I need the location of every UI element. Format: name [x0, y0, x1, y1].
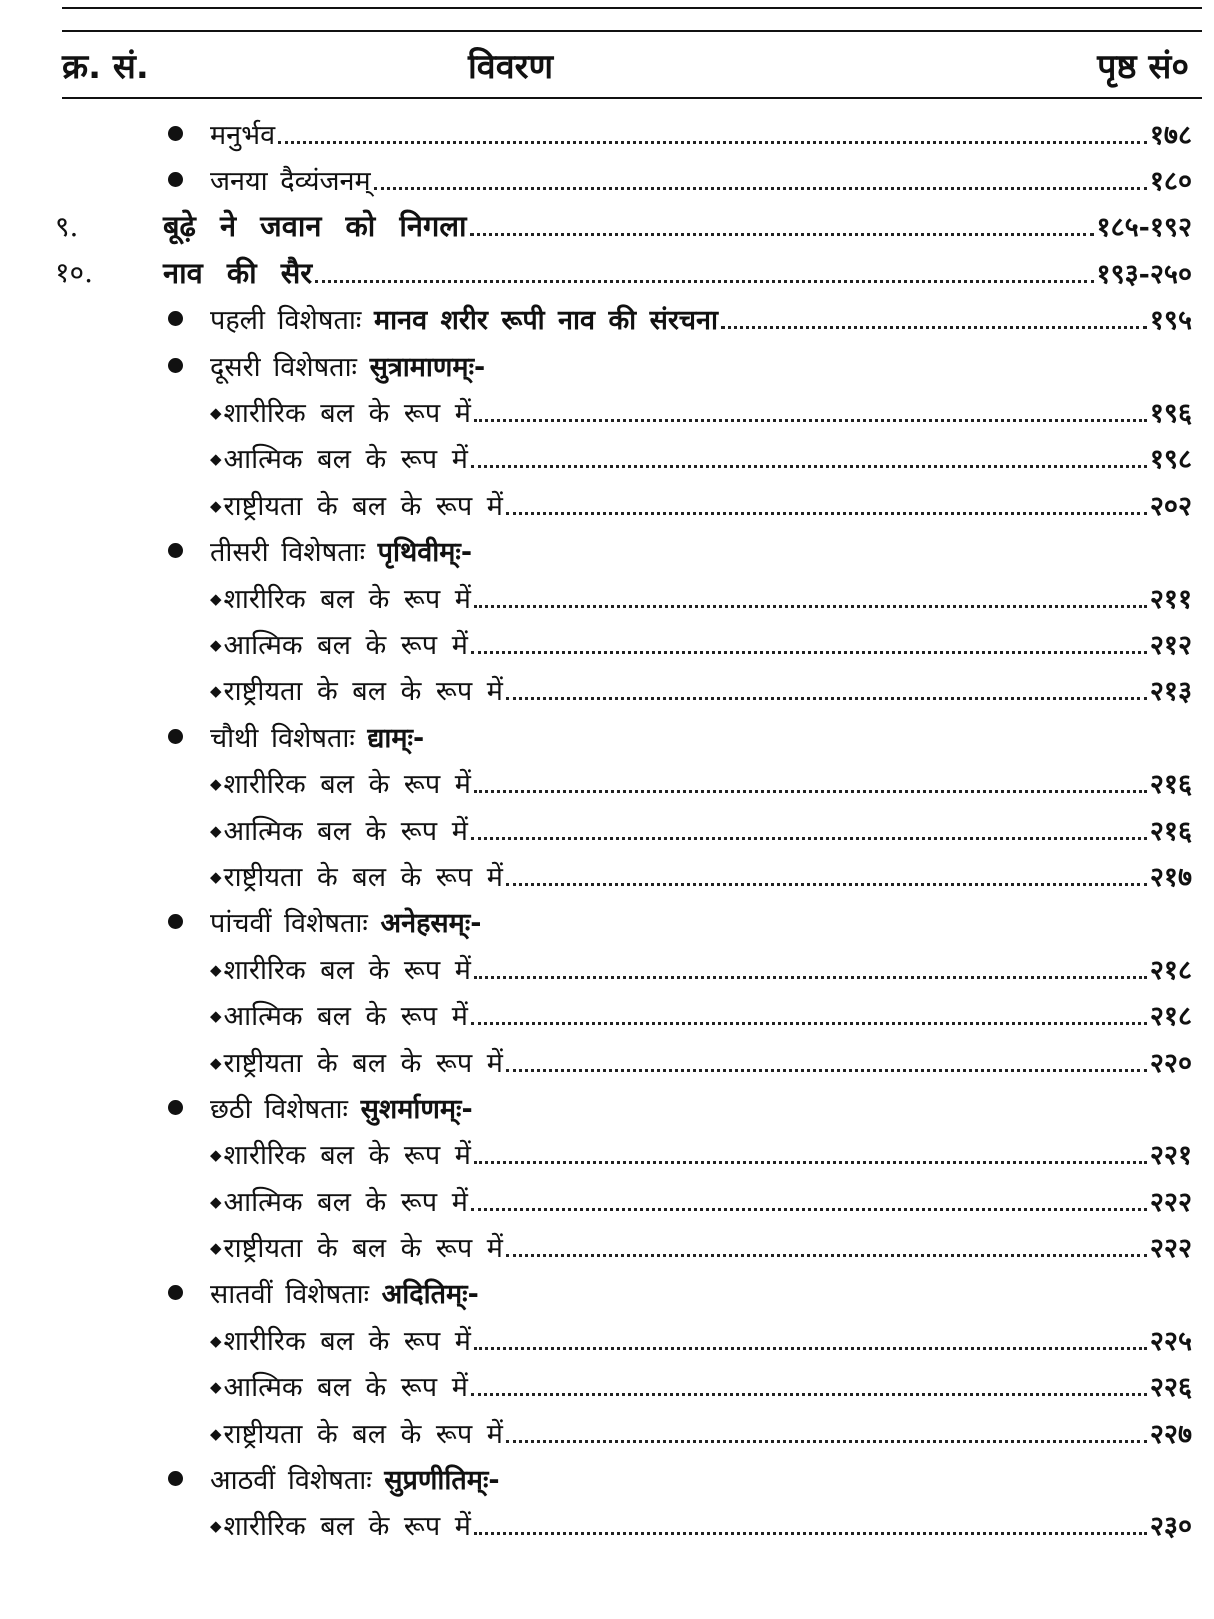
diamond-bullet-icon: ◆ — [210, 1239, 222, 1258]
dot-leader — [506, 883, 1147, 886]
bullet-icon — [168, 172, 183, 187]
bullet-icon — [168, 311, 183, 326]
entry-line — [210, 1321, 1192, 1358]
entry-title — [210, 486, 503, 523]
entry-bold-text: द्याम्ः- — [367, 722, 425, 754]
entry-line — [210, 1414, 1192, 1451]
toc-row — [0, 852, 1214, 898]
dot-leader — [471, 465, 1147, 468]
entry-text: आत्मिक बल के रूप में — [223, 815, 468, 847]
toc-row — [0, 574, 1214, 620]
diamond-bullet-icon: ◆ — [210, 821, 222, 840]
page-number: २२२ — [1149, 1233, 1192, 1265]
toc-row — [0, 435, 1214, 481]
bullet-icon — [168, 126, 183, 141]
entry-text: आत्मिक बल के रूप में — [223, 444, 468, 476]
diamond-bullet-icon: ◆ — [210, 1517, 222, 1536]
toc-row — [0, 1270, 1214, 1316]
diamond-bullet-icon: ◆ — [210, 867, 222, 886]
page-number: २२५ — [1149, 1325, 1192, 1357]
entry-line — [210, 857, 1192, 894]
diamond-bullet-icon: ◆ — [210, 1053, 222, 1072]
toc-row — [0, 1177, 1214, 1223]
header-bottom-rule — [62, 97, 1202, 99]
entry-line — [210, 996, 1192, 1033]
entry-title — [210, 811, 468, 848]
entry-title — [210, 115, 275, 152]
dot-leader — [471, 1208, 1147, 1211]
entry-text: सातवीं विशेषताः — [210, 1279, 370, 1311]
page-number-header: पृष्ठ सं० — [1097, 47, 1189, 87]
entry-line — [210, 950, 1192, 987]
page-number: २३० — [1149, 1511, 1192, 1543]
dot-leader — [506, 1069, 1147, 1072]
page-number: १९३-२५० — [1096, 258, 1192, 290]
diamond-bullet-icon: ◆ — [210, 1007, 222, 1026]
entry-title — [210, 1321, 471, 1358]
entry-text: शारीरिक बल के रूप में — [223, 583, 471, 615]
entry-line — [210, 1043, 1192, 1080]
entry-line — [210, 903, 1192, 940]
dot-leader — [474, 1532, 1147, 1535]
toc-row — [0, 1455, 1214, 1501]
header-top-rule — [62, 30, 1202, 32]
entry-text: शारीरिक बल के रूप में — [223, 1140, 471, 1172]
diamond-bullet-icon: ◆ — [210, 960, 222, 979]
dot-leader — [474, 419, 1147, 422]
page-number: २२२ — [1149, 1186, 1192, 1218]
entry-line — [210, 811, 1192, 848]
entry-bold-text: अदितिम्ः- — [381, 1279, 479, 1311]
bullet-icon — [168, 729, 183, 744]
entry-bold-text: सुप्रणीतिम्ः- — [384, 1465, 500, 1497]
toc-row — [0, 806, 1214, 852]
entry-text: शारीरिक बल के रूप में — [223, 1325, 471, 1357]
dot-leader — [474, 790, 1147, 793]
toc-row — [0, 1316, 1214, 1362]
entry-bold-text: पृथिवीम्ः- — [377, 537, 473, 569]
toc-row — [0, 759, 1214, 805]
entry-line — [210, 718, 1192, 755]
bullet-icon — [168, 358, 183, 373]
toc-row — [0, 203, 1214, 249]
page-number: २१७ — [1149, 861, 1192, 893]
entry-title — [163, 253, 312, 292]
description-header: विवरण — [468, 47, 554, 87]
entry-line — [210, 393, 1192, 430]
entry-title — [210, 1089, 473, 1126]
entry-text: आत्मिक बल के रूप में — [223, 1186, 468, 1218]
entry-bold-text: सुशर्माणम्ः- — [360, 1093, 473, 1125]
dot-leader — [474, 976, 1147, 979]
toc-row — [0, 1084, 1214, 1130]
entry-text: शारीरिक बल के रूप में — [223, 954, 471, 986]
entry-line — [210, 161, 1192, 198]
entry-title — [210, 625, 468, 662]
entry-bold-text: सुत्रामाणम्ः- — [369, 351, 486, 383]
diamond-bullet-icon: ◆ — [210, 1424, 222, 1443]
entry-title — [210, 1414, 503, 1451]
entry-text: राष्ट्रीयता के बल के रूप में — [223, 1233, 503, 1265]
toc-row — [0, 899, 1214, 945]
entry-title — [210, 1135, 471, 1172]
entry-text: राष्ट्रीयता के बल के रूप में — [223, 861, 503, 893]
entry-line — [210, 671, 1192, 708]
serial-number-header: क्र. सं. — [62, 47, 149, 87]
entry-text: आठवीं विशेषताः — [210, 1465, 372, 1497]
entry-title — [210, 393, 471, 430]
page-number: १८५-१९२ — [1096, 212, 1192, 244]
chapter-number: १०. — [55, 256, 94, 290]
diamond-bullet-icon: ◆ — [210, 450, 222, 469]
entry-line — [210, 1274, 1192, 1311]
entry-text: मनुर्भव — [210, 119, 276, 151]
entry-text: चौथी विशेषताः — [210, 722, 355, 754]
entry-text: शारीरिक बल के रूप में — [223, 398, 471, 430]
entry-title — [210, 1274, 479, 1311]
entry-line — [210, 1089, 1192, 1126]
toc-row — [0, 1131, 1214, 1177]
dot-leader — [474, 1347, 1147, 1350]
toc-row — [0, 249, 1214, 295]
page-number: २२१ — [1149, 1140, 1192, 1172]
dot-leader — [471, 1393, 1147, 1396]
entry-title — [210, 161, 371, 198]
toc-row — [0, 481, 1214, 527]
entry-line — [210, 764, 1192, 801]
entry-title — [163, 206, 467, 245]
entry-title — [210, 671, 503, 708]
diamond-bullet-icon: ◆ — [210, 1378, 222, 1397]
toc-row — [0, 620, 1214, 666]
entry-text: तीसरी विशेषताः — [210, 537, 366, 569]
toc-row — [0, 388, 1214, 434]
bullet-icon — [168, 1100, 183, 1115]
bullet-icon — [168, 914, 183, 929]
dot-leader — [506, 1254, 1147, 1257]
toc-row — [0, 667, 1214, 713]
entry-title — [210, 718, 424, 755]
dot-leader — [315, 280, 1093, 283]
chapter-number: ९. — [55, 209, 79, 243]
page-number: २१२ — [1149, 629, 1192, 661]
entry-line — [210, 532, 1192, 569]
page-number: १७८ — [1149, 119, 1192, 151]
entry-bold-text: अनेहसम्ः- — [380, 908, 482, 940]
entry-line — [210, 115, 1192, 152]
page-number: २१६ — [1149, 769, 1192, 801]
entry-title — [210, 1506, 471, 1543]
entry-text: जनया दैव्यंजनम् — [210, 166, 371, 198]
entry-line — [210, 579, 1192, 616]
entry-text: राष्ट्रीयता के बल के रूप में — [223, 490, 503, 522]
entry-text: पांचवीं विशेषताः — [210, 908, 368, 940]
toc-row — [0, 1223, 1214, 1269]
entry-title — [210, 532, 472, 569]
top-rule — [62, 7, 1202, 9]
page-number: २२६ — [1149, 1372, 1192, 1404]
diamond-bullet-icon: ◆ — [210, 1146, 222, 1165]
entry-line — [210, 1506, 1192, 1543]
entry-title — [210, 1460, 500, 1497]
bullet-icon — [168, 543, 183, 558]
entry-text: राष्ट्रीयता के बल के रूप में — [223, 1047, 503, 1079]
entry-line — [210, 1228, 1192, 1265]
dot-leader — [471, 837, 1147, 840]
diamond-bullet-icon: ◆ — [210, 496, 222, 515]
entry-text: शारीरिक बल के रूप में — [223, 769, 471, 801]
toc-row — [0, 1363, 1214, 1409]
entry-title — [210, 1043, 503, 1080]
diamond-bullet-icon: ◆ — [210, 682, 222, 701]
table-of-contents — [0, 110, 1214, 1548]
entry-title — [210, 857, 503, 894]
toc-row — [0, 991, 1214, 1037]
entry-text: आत्मिक बल के रूप में — [223, 1372, 468, 1404]
dot-leader — [474, 605, 1147, 608]
entry-line — [163, 206, 1192, 245]
entry-text: नाव की सैर — [163, 255, 313, 290]
entry-text: राष्ट्रीयता के बल के रूप में — [223, 1418, 503, 1450]
toc-row — [0, 1502, 1214, 1548]
entry-line — [210, 1135, 1192, 1172]
entry-line — [163, 253, 1192, 292]
entry-line — [210, 625, 1192, 662]
entry-title — [210, 764, 471, 801]
entry-title — [210, 1228, 503, 1265]
page-number: २११ — [1149, 583, 1192, 615]
toc-row — [0, 713, 1214, 759]
toc-row — [0, 296, 1214, 342]
entry-line — [210, 486, 1192, 523]
entry-line — [210, 1182, 1192, 1219]
diamond-bullet-icon: ◆ — [210, 635, 222, 654]
entry-text: बूढ़े ने जवान को निगला — [163, 209, 467, 244]
entry-title — [210, 1182, 468, 1219]
entry-text: छठी विशेषताः — [210, 1093, 348, 1125]
bullet-icon — [168, 1471, 183, 1486]
dot-leader — [470, 233, 1094, 236]
entry-text: राष्ट्रीयता के बल के रूप में — [223, 676, 503, 708]
entry-title — [210, 347, 485, 384]
page-number: १९८ — [1149, 444, 1192, 476]
diamond-bullet-icon: ◆ — [210, 1192, 222, 1211]
entry-title — [210, 950, 471, 987]
page-number: २२७ — [1149, 1418, 1192, 1450]
toc-row — [0, 110, 1214, 156]
page-number: २१३ — [1149, 676, 1192, 708]
dot-leader — [506, 512, 1147, 515]
entry-line — [210, 1460, 1192, 1497]
diamond-bullet-icon: ◆ — [210, 775, 222, 794]
toc-row — [0, 1038, 1214, 1084]
page-number: २२० — [1149, 1047, 1192, 1079]
entry-title — [210, 579, 471, 616]
page-number: २१८ — [1149, 1001, 1192, 1033]
page-number: १८० — [1149, 166, 1192, 198]
entry-line — [210, 347, 1192, 384]
page-number: २१६ — [1149, 815, 1192, 847]
bullet-icon — [168, 1285, 183, 1300]
dot-leader — [721, 326, 1147, 329]
page-number: १९६ — [1149, 398, 1192, 430]
entry-text: आत्मिक बल के रूप में — [223, 629, 468, 661]
entry-title — [210, 1367, 468, 1404]
diamond-bullet-icon: ◆ — [210, 1331, 222, 1350]
dot-leader — [278, 141, 1147, 144]
toc-row — [0, 342, 1214, 388]
entry-text: दूसरी विशेषताः — [210, 351, 358, 383]
entry-bold-text: मानव शरीर रूपी नाव की संरचना — [373, 305, 718, 337]
dot-leader — [374, 187, 1147, 190]
entry-title — [210, 903, 481, 940]
dot-leader — [506, 697, 1147, 700]
entry-line — [210, 439, 1192, 476]
toc-row — [0, 156, 1214, 202]
entry-text: पहली विशेषताः — [210, 305, 362, 337]
entry-line — [210, 1367, 1192, 1404]
toc-row — [0, 1409, 1214, 1455]
page-number: २१८ — [1149, 954, 1192, 986]
entry-title — [210, 996, 468, 1033]
toc-row — [0, 528, 1214, 574]
diamond-bullet-icon: ◆ — [210, 404, 222, 423]
page-number: १९५ — [1149, 305, 1192, 337]
dot-leader — [471, 651, 1147, 654]
dot-leader — [471, 1022, 1147, 1025]
toc-row — [0, 945, 1214, 991]
entry-text: आत्मिक बल के रूप में — [223, 1001, 468, 1033]
dot-leader — [474, 1161, 1147, 1164]
entry-title — [210, 439, 468, 476]
entry-line — [210, 300, 1192, 337]
entry-title — [210, 300, 718, 337]
page-number: २०२ — [1149, 490, 1192, 522]
diamond-bullet-icon: ◆ — [210, 589, 222, 608]
dot-leader — [506, 1440, 1147, 1443]
entry-text: शारीरिक बल के रूप में — [223, 1511, 471, 1543]
